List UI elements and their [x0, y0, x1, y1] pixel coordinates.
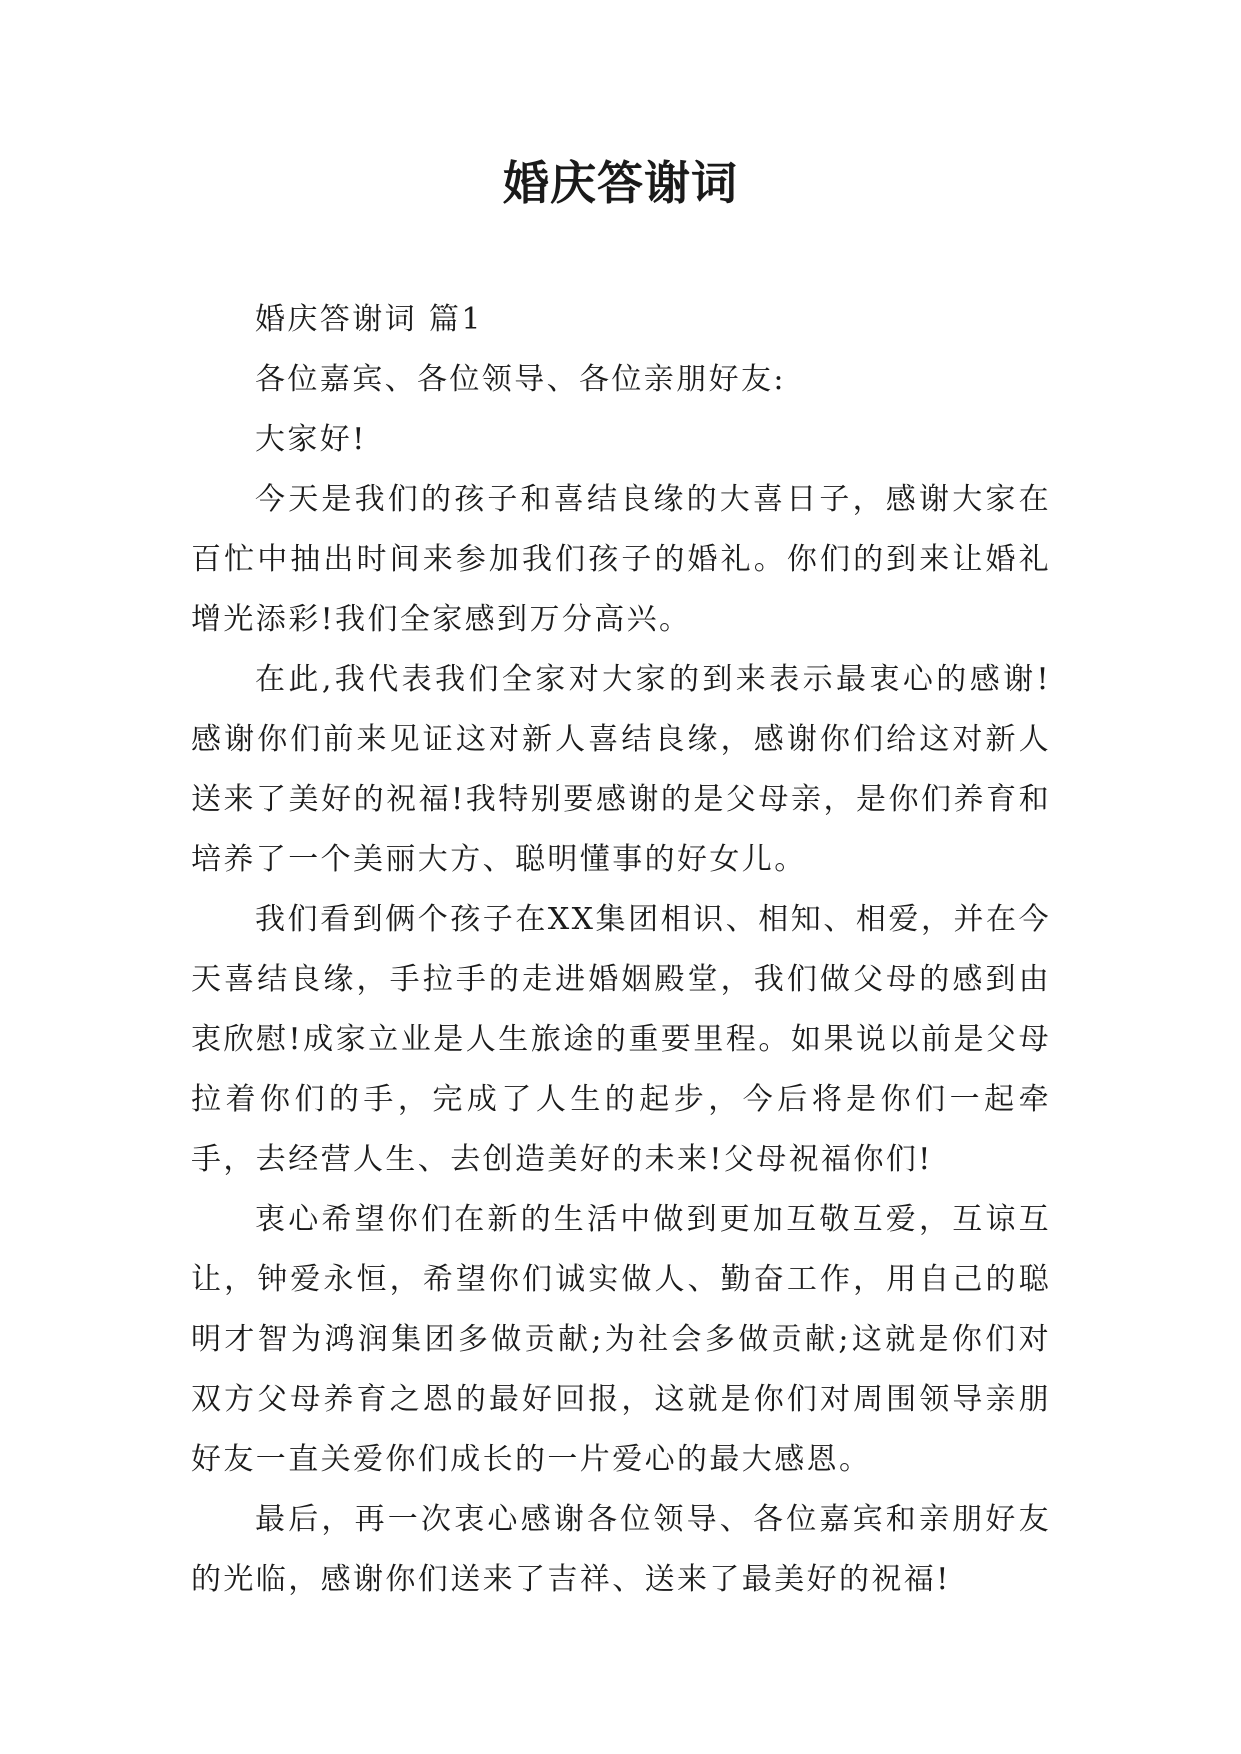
body-paragraph: 今天是我们的孩子和喜结良缘的大喜日子，感谢大家在百忙中抽出时间来参加我们孩子的婚礼。你们的到来让婚礼增光添彩!我们全家感到万分高兴。 — [191, 482, 1051, 637]
document-title: 婚庆答谢词 — [503, 156, 738, 210]
salutation: 各位嘉宾、各位领导、各位亲朋好友: — [255, 362, 786, 397]
section-heading: 婚庆答谢词 篇1 — [255, 302, 483, 337]
greeting: 大家好! — [255, 422, 367, 457]
closing-paragraph: 最后，再一次衷心感谢各位领导、各位嘉宾和亲朋好友的光临，感谢你们送来了吉祥、送来了最美好的祝福! — [191, 1502, 1051, 1597]
document-body — [191, 290, 1051, 1610]
body-paragraph: 我们看到俩个孩子在XX集团相识、相知、相爱，并在今天喜结良缘，手拉手的走进婚姻殿堂，我们做父母的感到由衷欣慰!成家立业是人生旅途的重要里程。如果说以前是父母拉着你们的手，完成了人生的起步，今后将是你们一起牵手，去经营人生、去创造美好的未来!父母祝福你们! — [191, 902, 1051, 1177]
body-paragraph: 在此,我代表我们全家对大家的到来表示最衷心的感谢!感谢你们前来见证这对新人喜结良缘，感谢你们给这对新人送来了美好的祝福!我特别要感谢的是父母亲，是你们养育和培养了一个美丽大方、聪明懂事的好女儿。 — [191, 662, 1051, 877]
body-paragraph: 衷心希望你们在新的生活中做到更加互敬互爱，互谅互让，钟爱永恒，希望你们诚实做人、勤奋工作，用自己的聪明才智为鸿润集团多做贡献;为社会多做贡献;这就是你们对双方父母养育之恩的最好回报，这就是你们对周围领导亲朋好友一直关爱你们成长的一片爱心的最大感恩。 — [191, 1202, 1051, 1477]
